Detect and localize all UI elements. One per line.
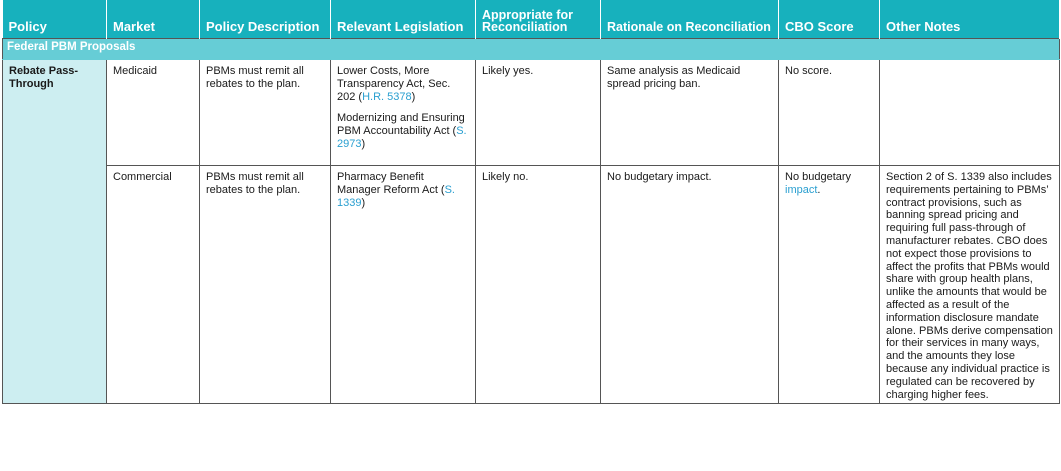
rationale-cell: Same analysis as Medicaid spread pricing ban. [601, 60, 779, 166]
legislation-entry: Modernizing and Ensuring PBM Accountability Act (S. 2973) [337, 112, 467, 150]
column-header-cbo-score: CBO Score [779, 0, 880, 39]
appropriate-cell: Likely yes. [476, 60, 601, 166]
header-row [3, 0, 1060, 39]
column-header-rationale-on-reconciliation: Rationale on Reconciliation [601, 0, 779, 39]
policy-name: Rebate Pass-Through [3, 60, 107, 404]
section-title: Federal PBM Proposals [3, 39, 1060, 60]
appropriate-cell: Likely no. [476, 166, 601, 404]
column-header-policy-description: Policy Description [200, 0, 331, 39]
column-header-relevant-legislation: Relevant Legislation [331, 0, 476, 39]
bill-link[interactable]: H.R. 5378 [362, 91, 412, 103]
cbo-impact-link[interactable]: impact [785, 184, 818, 196]
pbm-proposals-table [2, 0, 1060, 404]
bill-link[interactable]: S. 1339 [337, 184, 455, 209]
market-cell: Medicaid [107, 60, 200, 166]
description-cell: PBMs must remit all rebates to the plan. [200, 166, 331, 404]
legislation-cell [331, 166, 476, 404]
column-header-other-notes: Other Notes [880, 0, 1060, 39]
notes-cell: Section 2 of S. 1339 also includes requirements pertaining to PBMs’ contract provisions, such as banning spread pricing and requiring full pass-through of manufacturer rebates. CBO does not expect those provisions to affect the profits that PBMs would share with group health plans, unlike the amounts that would be affected as a result of the information disclosure mandate alone. PBMs derive compensation for their services in many ways, and the amounts they lose because any individual practice is regulated can be recovered by charging higher fees. [880, 166, 1060, 404]
description-cell: PBMs must remit all rebates to the plan. [200, 60, 331, 166]
column-header-market: Market [107, 0, 200, 39]
cbo-score-cell: No budgetary impact. [779, 166, 880, 404]
table-row [3, 60, 1060, 166]
section-row [3, 39, 1060, 60]
table-row [3, 166, 1060, 404]
market-cell: Commercial [107, 166, 200, 404]
cbo-score-cell: No score. [779, 60, 880, 166]
column-header-appropriate-for-reconciliation: Appropriate for Reconciliation [476, 0, 601, 39]
legislation-entry: Lower Costs, More Transparency Act, Sec. 202 (H.R. 5378) [337, 65, 451, 103]
rationale-cell: No budgetary impact. [601, 166, 779, 404]
notes-cell [880, 60, 1060, 166]
legislation-entry: Pharmacy Benefit Manager Reform Act (S. 1339) [337, 171, 455, 209]
bill-link[interactable]: S. 2973 [337, 125, 467, 150]
legislation-cell [331, 60, 476, 166]
column-header-policy: Policy [3, 0, 107, 39]
